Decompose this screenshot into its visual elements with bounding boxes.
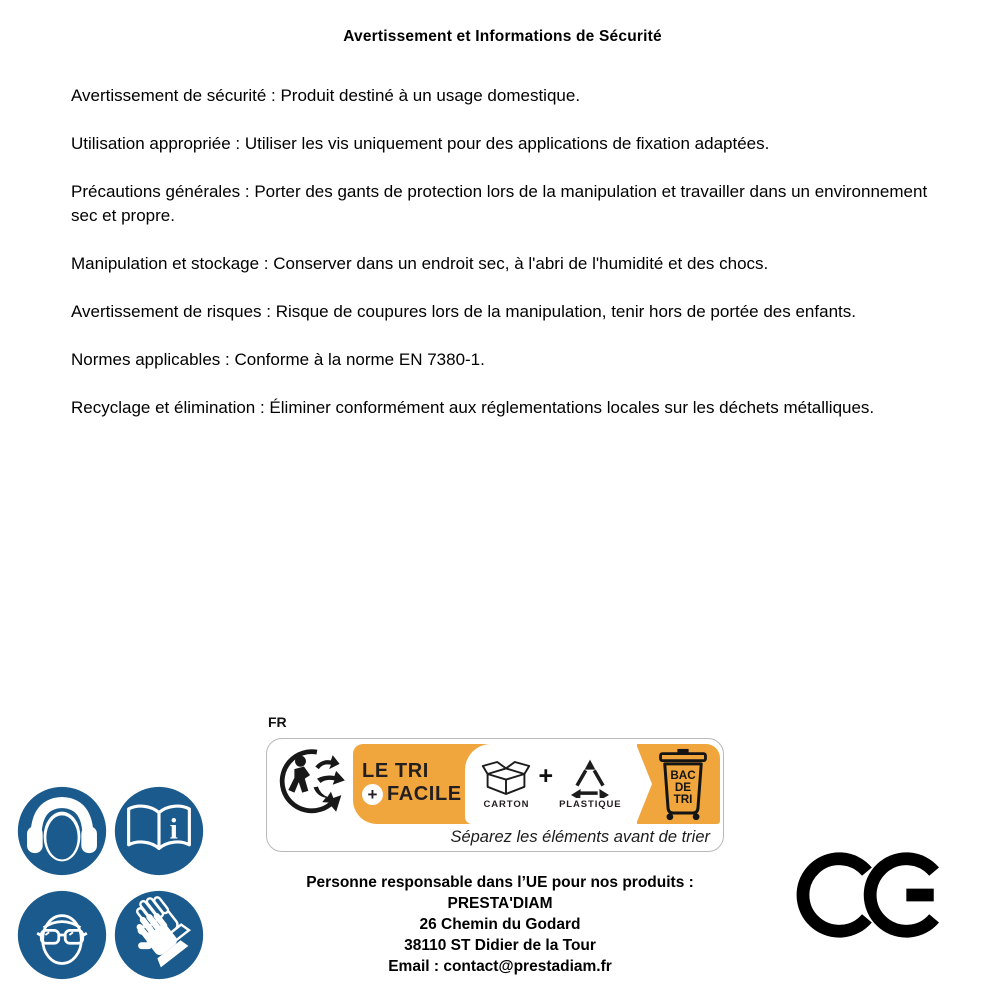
bin-text-tri: TRI (673, 793, 693, 807)
le-tri-text: LE TRI (362, 760, 429, 782)
safety-paragraph: Recyclage et élimination : Éliminer conformément aux réglementations locales sur les déchets métalliques. (71, 398, 875, 417)
materials-panel-arrow-tip (636, 744, 652, 824)
materials-plus: + (538, 761, 554, 790)
mandatory-safety-icons (16, 785, 205, 981)
waste-bin-icon (653, 748, 713, 821)
page-title: Avertissement et Informations de Sécurité (343, 28, 662, 45)
wear-ear-protection-icon (16, 785, 108, 877)
tri-facile-banner (353, 744, 720, 824)
safety-paragraph: Précautions générales : Porter des gants de protection lors de la manipulation et travailler dans un environnement sec et propre. (71, 182, 928, 225)
safety-paragraphs (71, 84, 953, 444)
recycling-triangle-icon (567, 758, 613, 798)
cardboard-box-icon (480, 758, 532, 798)
contact-email: Email : contact@prestadiam.fr (388, 958, 612, 975)
safety-paragraph: Normes applicables : Conforme à la norme EN 7380-1. (71, 350, 485, 369)
address-line: 38110 ST Didier de la Tour (404, 937, 596, 954)
le-tri-facile-wordmark (362, 760, 462, 806)
address-line: Personne responsable dans l’UE pour nos produits : (306, 874, 694, 891)
address-line: 26 Chemin du Godard (419, 916, 581, 933)
sorting-tagline: Séparez les éléments avant de trier (450, 828, 710, 846)
safety-paragraph: Manipulation et stockage : Conserver dans un endroit sec, à l'abri de l'humidité et des chocs. (71, 254, 769, 273)
recycling-sorting-label (266, 738, 724, 852)
safety-paragraph: Avertissement de sécurité : Produit destiné à un usage domestique. (71, 86, 581, 105)
read-instruction-manual-icon (113, 785, 205, 877)
safety-paragraph: Avertissement de risques : Risque de coupures lors de la manipulation, tenir hors de portée des enfants. (71, 302, 856, 321)
plus-circle-icon: + (362, 784, 383, 805)
carton-label: CARTON (483, 799, 530, 810)
triman-icon (277, 744, 357, 822)
plastique-material (559, 758, 621, 810)
materials-panel (465, 744, 637, 824)
bin-text-de: DE (674, 781, 692, 795)
wear-protective-gloves-icon (113, 889, 205, 981)
sorting-bin (653, 748, 713, 821)
carton-material (480, 758, 532, 810)
fr-country-label: FR (268, 714, 287, 730)
wear-eye-protection-icon (16, 889, 108, 981)
info-glyph: i (169, 813, 178, 846)
plastique-label: PLASTIQUE (559, 799, 622, 810)
safety-paragraph: Utilisation appropriée : Utiliser les vis uniquement pour des applications de fixation adaptées. (71, 134, 770, 153)
facile-text: FACILE (387, 783, 462, 805)
ce-marking-icon (795, 847, 947, 943)
bin-text-bac: BAC (670, 768, 696, 782)
eu-responsible-address (240, 872, 760, 977)
company-name: PRESTA'DIAM (447, 895, 553, 912)
